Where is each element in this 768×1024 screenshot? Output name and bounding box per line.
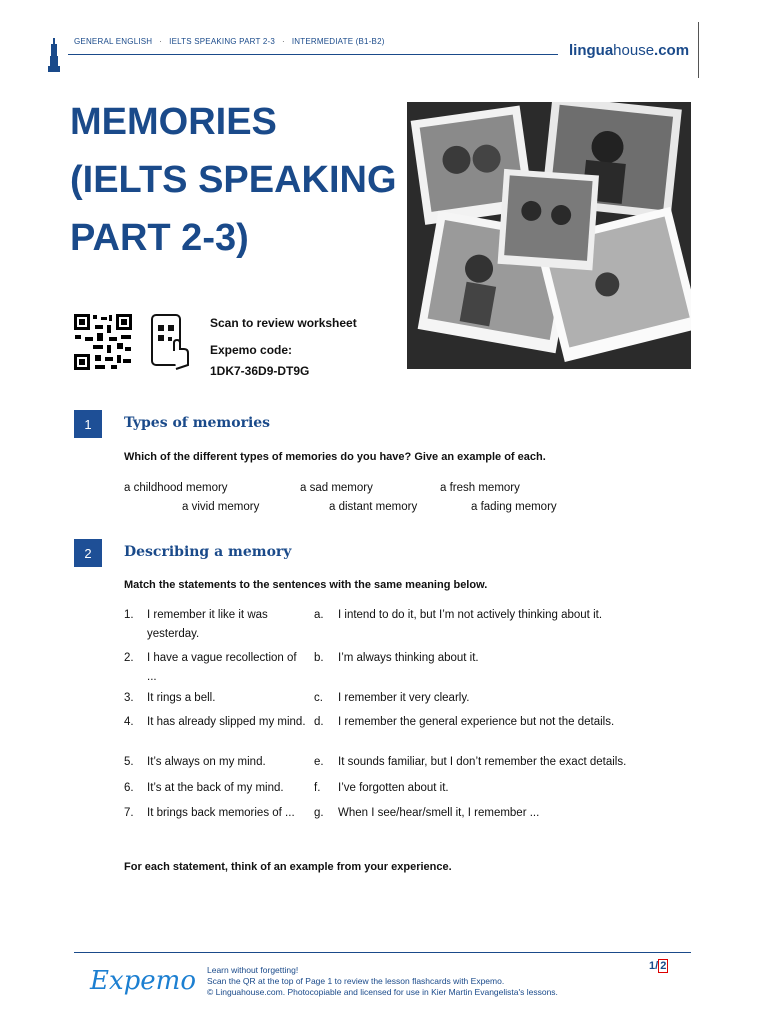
page-title	[70, 93, 397, 267]
meaning-text: I’ve forgotten about it.	[338, 782, 449, 794]
vocab-item: a vivid memory	[182, 501, 260, 513]
statement-text: It’s always on my mind.	[147, 756, 266, 768]
title-line: MEMORIES	[70, 101, 277, 143]
meaning-text: When I see/hear/smell it, I remember ...	[338, 807, 540, 819]
brand-suffix: .com	[654, 42, 690, 59]
meaning-text: I’m always thinking about it.	[338, 652, 479, 664]
vocab-item: a fading memory	[471, 501, 557, 513]
breadcrumb-item[interactable]: IELTS SPEAKING PART 2-3	[169, 37, 275, 46]
page-current: 1/	[649, 960, 659, 972]
footer-scan-note: Scan the QR at the top of Page 1 to review the lesson flashcards with Expemo.	[207, 976, 505, 986]
statement-number: 4.	[124, 716, 134, 728]
expemo-logo[interactable]: Expemo	[90, 966, 196, 996]
vocab-item: a distant memory	[329, 501, 418, 513]
expemo-code: 1DK7-36D9-DT9G	[210, 364, 310, 378]
statement-text: It has already slipped my mind.	[147, 716, 306, 728]
meaning-text: I intend to do it, but I’m not actively thinking about it.	[338, 609, 603, 621]
statement-text: I have a vague recollection of ...	[147, 652, 297, 683]
meaning-letter: a.	[314, 609, 324, 621]
statement-text: I remember it like it was yesterday.	[147, 609, 268, 640]
statement-text: It rings a bell.	[147, 692, 216, 704]
page-number	[649, 960, 668, 972]
meaning-text: I remember the general experience but not the details.	[338, 716, 615, 728]
statement-number: 3.	[124, 692, 134, 704]
breadcrumb-item[interactable]: GENERAL ENGLISH	[74, 37, 153, 46]
section-number-badge: 1	[74, 410, 102, 438]
vocab-item: a fresh memory	[440, 482, 520, 494]
phone-scan-icon	[150, 313, 190, 371]
footer-text	[207, 965, 558, 998]
statement-number: 7.	[124, 807, 134, 819]
brand-logo[interactable]	[569, 42, 689, 59]
title-line: (IELTS SPEAKING	[70, 159, 397, 201]
footer-tagline: Learn without forgetting!	[207, 965, 299, 975]
vocab-item: a sad memory	[300, 482, 373, 494]
header-vertical-divider	[698, 22, 699, 78]
section-title: Describing a memory	[124, 544, 292, 560]
qr-code-icon[interactable]	[73, 313, 133, 371]
breadcrumb-item[interactable]: INTERMEDIATE (B1-B2)	[291, 37, 385, 46]
meaning-text: I remember it very clearly.	[338, 692, 470, 704]
scan-label: Scan to review worksheet	[210, 316, 357, 330]
brand-light: house	[613, 42, 655, 59]
statement-number: 1.	[124, 609, 134, 621]
statement-number: 2.	[124, 652, 134, 664]
section-instruction: Which of the different types of memories do you have? Give an example of each.	[124, 451, 546, 463]
footer-divider	[74, 952, 691, 953]
header-divider	[68, 54, 558, 55]
meaning-text: It sounds familiar, but I don’t remember the exact details.	[338, 756, 627, 768]
footer-license: © Linguahouse.com. Photocopiable and licensed for use in Kier Martin Evangelista's lessons.	[207, 987, 558, 997]
title-line: PART 2-3)	[70, 217, 249, 259]
meaning-letter: e.	[314, 756, 324, 768]
section-number-badge: 2	[74, 539, 102, 567]
meaning-letter: g.	[314, 807, 324, 819]
statement-text: It brings back memories of ...	[147, 807, 295, 819]
expemo-code-label: Expemo code:	[210, 343, 293, 357]
section-instruction: Match the statements to the sentences with the same meaning below.	[124, 579, 488, 591]
statement-number: 5.	[124, 756, 134, 768]
breadcrumb-separator: ·	[159, 37, 163, 46]
vocab-item: a childhood memory	[124, 482, 228, 494]
statement-text: It’s at the back of my mind.	[147, 782, 284, 794]
meaning-letter: d.	[314, 716, 324, 728]
breadcrumb	[74, 37, 385, 46]
statue-of-liberty-icon	[47, 38, 61, 72]
followup-instruction: For each statement, think of an example from your experience.	[124, 861, 452, 873]
photo-collage-image	[407, 102, 691, 369]
statement-number: 6.	[124, 782, 134, 794]
meaning-letter: c.	[314, 692, 323, 704]
scan-info	[210, 313, 357, 382]
next-page-link[interactable]: 2	[660, 960, 667, 972]
brand-bold: lingua	[569, 42, 614, 59]
meaning-letter: b.	[314, 652, 324, 664]
meaning-letter: f.	[314, 782, 321, 794]
breadcrumb-separator: ·	[281, 37, 285, 46]
section-title: Types of memories	[124, 415, 271, 431]
